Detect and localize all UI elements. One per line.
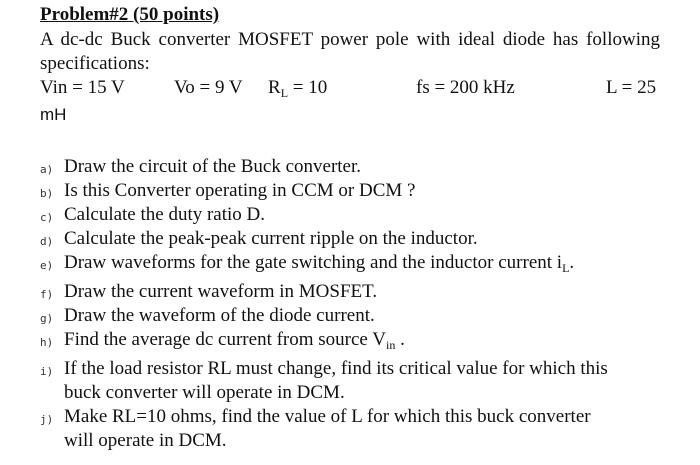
item-text-main: Find the average dc current from source V: [64, 329, 386, 350]
item-text-main: Draw waveforms for the gate switching and the inductor current i: [64, 252, 563, 273]
list-item: [40, 304, 662, 328]
spec-vo: Vo = 9 V: [174, 77, 243, 98]
problem-intro: A dc-dc Buck converter MOSFET power pole with ideal diode has following specifications:: [40, 29, 660, 74]
specifications-row: [40, 76, 660, 100]
item-marker: f): [40, 288, 54, 301]
list-item: [40, 227, 662, 251]
item-marker: c): [40, 211, 54, 224]
item-subscript: L: [562, 261, 570, 275]
item-marker: a): [40, 163, 54, 176]
item-suffix: .: [569, 252, 575, 273]
item-text-continuation: will operate in DCM.: [64, 430, 227, 451]
item-marker: b): [40, 187, 54, 200]
item-text-continuation: buck converter will operate in DCM.: [64, 382, 345, 403]
spec-rl-value: = 10: [288, 77, 328, 98]
item-text: [64, 328, 662, 357]
item-text: Make RL=10 ohms, find the value of L for which this buck converter: [64, 406, 591, 427]
item-text: Is this Converter operating in CCM or DCM ?: [64, 180, 416, 201]
item-marker: e): [40, 259, 54, 272]
item-text: [64, 251, 662, 280]
item-text: Calculate the duty ratio D.: [64, 204, 266, 225]
item-marker: h): [40, 336, 54, 349]
list-item: [40, 155, 662, 179]
item-marker: j): [40, 413, 54, 426]
question-list: [40, 155, 662, 453]
list-item: [40, 357, 662, 405]
spec-l: L = 25: [606, 77, 657, 98]
item-text: Draw the current waveform in MOSFET.: [64, 281, 378, 302]
item-marker: d): [40, 235, 54, 248]
problem-title: Problem#2 (50 points): [40, 4, 220, 25]
spec-vin: Vin = 15 V: [40, 77, 125, 98]
item-text: Draw the waveform of the diode current.: [64, 305, 375, 326]
spec-fs: fs = 200 kHz: [416, 77, 515, 98]
spec-rl-symbol: R: [268, 77, 281, 98]
list-item: [40, 328, 662, 357]
list-item: [40, 280, 662, 304]
spec-l-unit: mH: [40, 105, 67, 124]
item-text: Draw the circuit of the Buck converter.: [64, 156, 362, 177]
item-marker: i): [40, 365, 54, 378]
list-item: [40, 203, 662, 227]
list-item: [40, 251, 662, 280]
item-subscript: in: [386, 338, 396, 352]
list-item: [40, 405, 662, 453]
item-text: If the load resistor RL must change, find its critical value for which this: [64, 358, 608, 379]
spec-rl-subscript: L: [280, 86, 289, 100]
item-marker: g): [40, 312, 54, 325]
item-text: Calculate the peak-peak current ripple on the inductor.: [64, 228, 478, 249]
spec-rl: [268, 76, 327, 105]
list-item: [40, 179, 662, 203]
item-suffix: .: [395, 329, 405, 350]
